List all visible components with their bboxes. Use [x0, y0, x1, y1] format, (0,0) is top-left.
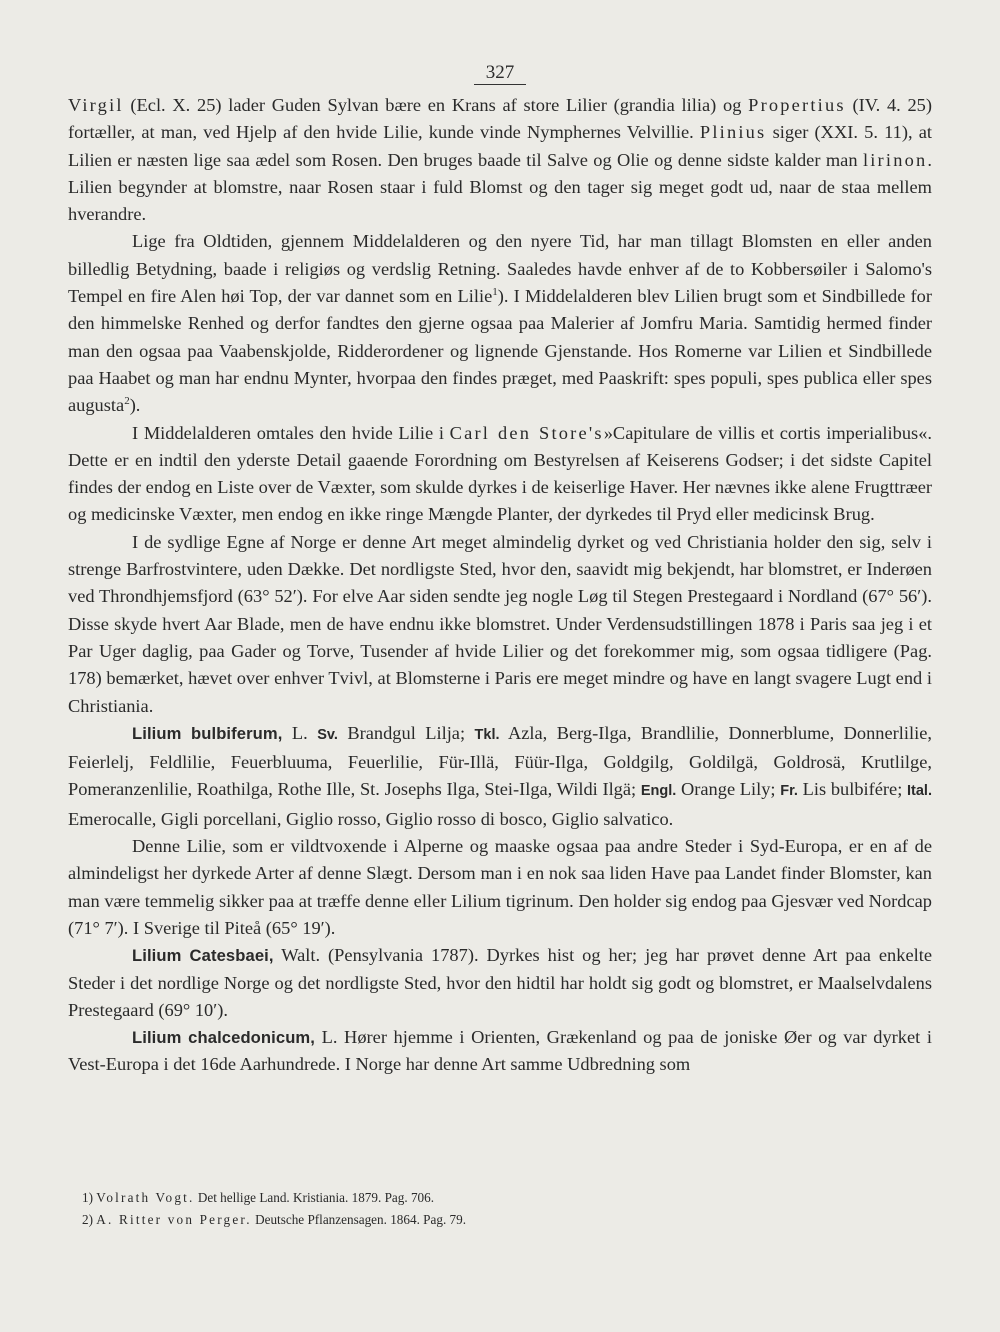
- lang-label-sv: Sv.: [317, 726, 338, 743]
- footnote-ref-1: 1: [492, 285, 498, 298]
- paragraph-1: Virgil (Ecl. X. 25) lader Guden Sylvan bære en Krans af store Lilier (grandia lilia) og Propertius (IV. 4. 25) fortæller, at man, ved Hjelp af den hvide Lilie, kunde vinde Nymphernes Velvillie. Plinius siger (XXI. 5. 11), at Lilien er næsten lige saa ædel som Rosen. Den bruges baade til Salve og Olie og denne sidste kalder man lirinon. Lilien begynder at blomstre, naar Rosen staar i fuld Blomst og den tager sig meget godt ud, naar de staa mellem hverandre.: [68, 95, 932, 225]
- entry-lilium-bulbiferum: Lilium bulbiferum, L. Sv. Brandgul Lilja; Tkl. Azla, Berg-Ilga, Brandlilie, Donnerblume, Donnerlilie, Feierlelj, Feldlilie, Feuerbluuma, Feuerlilie, Für-Illä, Füür-Ilga, Goldgilg, Goldilgä, Goldrosä, Krutlilge, Pomeranzenlilie, Roathilga, Rothe Ille, St. Josephs Ilga, Stei-Ilga, Wildi Ilgä; Engl. Orange Lily; Fr. Lis bulbifére; Ital. Emerocalle, Gigli porcellani, Giglio rosso, Giglio rosso di bosco, Giglio salvatico.: [68, 722, 932, 829]
- species-heading: Lilium chalcedonicum,: [132, 1028, 315, 1048]
- paragraph-4: I de sydlige Egne af Norge er denne Art meget almindelig dyrket og ved Christiania holder den sig, selv i strenge Barfrostvintere, uden Dække. Det nordligste Sted, hvor den, saavidt mig bekjendt, har blomstret, er Inderøen ved Throndhjemsfjord (63° 52′). For elve Aar siden sendte jeg nogle Løg til Stegen Prestegaard i Nordland (67° 56′). Disse skyde hvert Aar Blade, men de have endnu ikke blomstret. Under Verdensudstillingen 1878 i Paris saa jeg i et Par Uger daglig, paa Gader og Torve, Tusender af hvide Lilier og det forekommer mig, som ogsaa tidligere (Pag. 178) bemærket, hævet over enhver Tvivl, at Blomsterne i Paris ere meget mindre og have en langt svagere Lugt end i Christiania.: [68, 531, 932, 716]
- body-text: [68, 92, 932, 1079]
- species-heading: Lilium bulbiferum,: [132, 723, 283, 743]
- page-number: 327: [68, 62, 932, 84]
- entry-lilium-chalcedonicum: Lilium chalcedonicum, L. Hører hjemme i Orienten, Grækenland og paa de joniske Øer og var dyrket i Vest-Europa i det 16de Aarhundrede. I Norge har denne Art samme Udbredning som: [68, 1027, 932, 1075]
- footnote-1: 1) Volrath Vogt. Det hellige Land. Kristiania. 1879. Pag. 706.: [82, 1190, 435, 1205]
- paragraph-2: Lige fra Oldtiden, gjennem Middelalderen og den nyere Tid, har man tillagt Blomsten en eller anden billedlig Betydning, baade i religiøs og verdslig Retning. Saaledes havde enhver af de to Kobbersøiler i Salomo's Tempel en fire Alen høi Top, der var dannet som en Lilie$^1$). I Middelalderen blev Lilien brugt som et Sindbillede for den himmelske Renhed og derfor fandtes den gjerne ogsaa paa Malerier af Jomfru Maria. Samtidig hermed finder man den ogsaa paa Vaabenskjolde, Ridderordener og lignende Gjenstande. Hos Romerne var Lilien et Sindbillede paa Haabet og man har endnu Mynter, hvorpaa den findes præget, med Paaskrift: spes populi, spes publica eller spes augusta$^2$).: [68, 231, 933, 416]
- lang-label-ital: Ital.: [907, 783, 932, 800]
- lang-label-engl: Engl.: [640, 783, 677, 800]
- lang-label-tkl: Tkl.: [474, 726, 500, 743]
- species-heading: Lilium Catesbaei,: [132, 946, 274, 966]
- entry-lilium-catesbaei: Lilium Catesbaei, Walt. (Pensylvania 1787). Dyrkes hist og her; jeg har prøvet denne Art paa enkelte Steder i det nordlige Norge og det nordligste Sted, hvor den hidtil har holdt sig godt og blomstret, er Maalselvdalens Prestegaard (69° 10′).: [68, 945, 932, 1020]
- footnotes: [68, 1187, 932, 1231]
- paragraph-3: I Middelalderen omtales den hvide Lilie i Carl den Store's»Capitulare de villis et cortis imperialibus«. Dette er en indtil den yderste Detail gaaende Forordning om Bestyrelsen af Keiserens Godser; i det sidste Capitel findes der endog en Liste over de Væxter, som skulde dyrkes i de keiserlige Haver. Her nævnes ikke alene Frugttræer og medicinske Væxter, men endog en ikke ringe Mængde Planter, der dyrkedes til Pryd eller medicinsk Brug.: [68, 422, 932, 525]
- footnote-ref-2: 2: [124, 395, 130, 408]
- lang-label-fr: Fr.: [780, 783, 798, 800]
- footnote-2: 2) A. Ritter von Perger. Deutsche Pflanzensagen. 1864. Pag. 79.: [82, 1212, 467, 1227]
- paragraph-6: Denne Lilie, som er vildtvoxende i Alperne og maaske ogsaa paa andre Steder i Syd-Europa, er en af de almindeligst her dyrkede Arter af denne Slægt. Dersom man i en nok saa liden Have paa Landet finder Blomster, kan man være temmelig sikker paa at træffe denne eller Lilium tigrinum. Den holder sig endog paa Gjesvær ved Nordcap (71° 7′). I Sverige til Piteå (65° 19′).: [68, 836, 932, 938]
